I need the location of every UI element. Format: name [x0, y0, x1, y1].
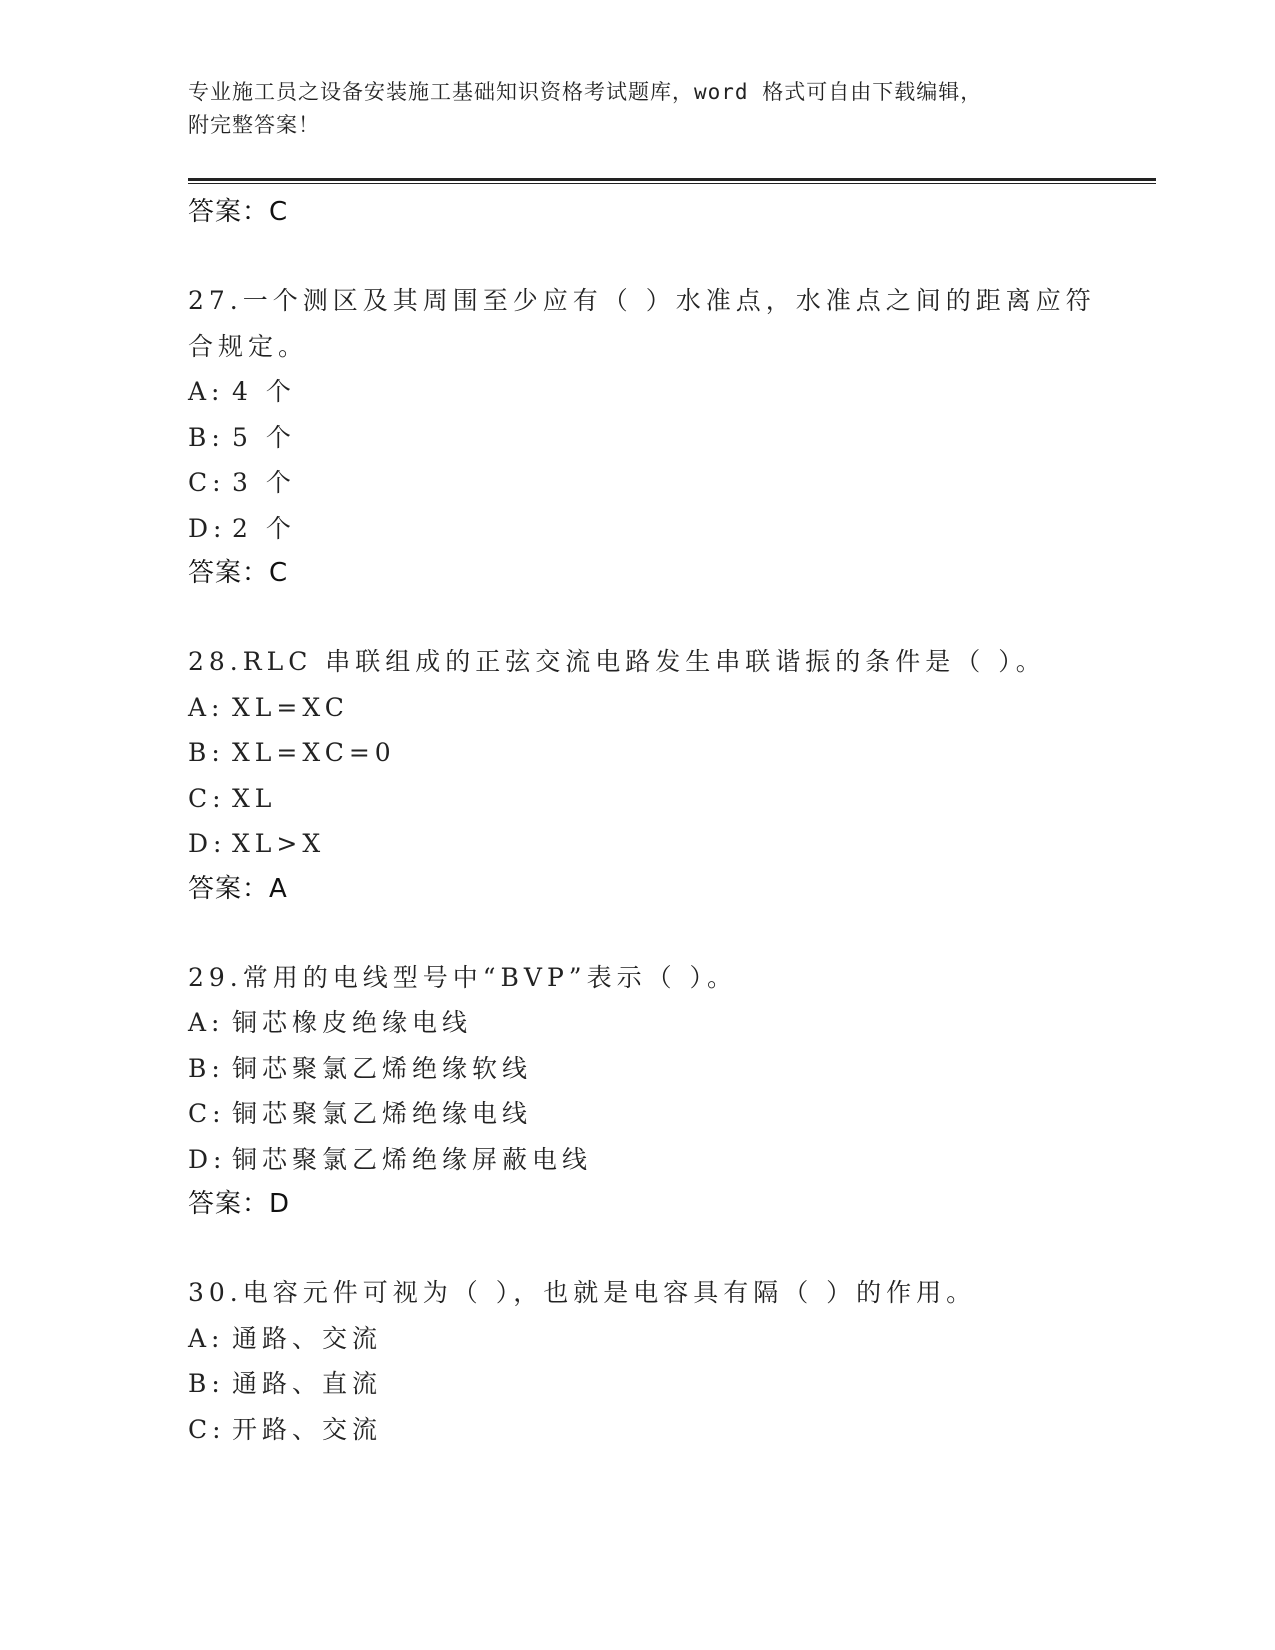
question-stem [188, 278, 1156, 324]
option-text: XL>X [232, 829, 326, 858]
answer-line [188, 1182, 1156, 1226]
option-c [188, 776, 1156, 822]
question-block [188, 639, 1156, 911]
option-letter: A: [188, 692, 225, 722]
option-a [188, 685, 1156, 731]
option-text: XL [232, 783, 277, 813]
option-letter: B: [188, 422, 225, 452]
option-letter: B: [188, 1369, 225, 1398]
option-b [188, 415, 1156, 461]
option-text: XL=XC=0 [232, 738, 396, 767]
question-number: 27. [188, 286, 243, 315]
answer-line [188, 867, 1156, 911]
option-letter: C: [188, 783, 226, 813]
spacer [188, 911, 1156, 955]
header-divider-thick [188, 178, 1156, 181]
option-letter: A: [188, 377, 225, 406]
option-text: 4 个 [232, 377, 296, 406]
answer-label: 答案： [188, 197, 270, 227]
option-letter: C: [188, 1414, 226, 1444]
question-stem [188, 955, 1156, 1001]
option-text: 通路、直流 [232, 1369, 383, 1398]
spacer [188, 234, 1156, 278]
question-text: 电容元件可视为（ ），也就是电容具有隔（ ）的作用。 [242, 1278, 977, 1307]
answer-label: 答案： [188, 558, 270, 588]
option-text: 铜芯橡皮绝缘电线 [232, 1008, 473, 1037]
option-a [188, 1316, 1156, 1362]
document-header [188, 76, 1068, 142]
header-line-1: 专业施工员之设备安装施工基础知识资格考试题库，word 格式可自由下载编辑， [188, 80, 983, 104]
spacer [188, 595, 1156, 639]
question-list [188, 190, 1156, 1452]
option-c [188, 1407, 1156, 1453]
option-text: 5 个 [232, 422, 296, 452]
answer-value: C [269, 197, 289, 227]
question-text: 一个测区及其周围至少应有（ ）水准点，水准点之间的距离应符 [242, 286, 1096, 315]
header-divider-thin [188, 183, 1156, 184]
question-text: 常用的电线型号中“BVP”表示（ ）。 [242, 962, 738, 992]
question-block [188, 278, 1156, 595]
option-letter: D: [188, 1144, 227, 1174]
answer-line [188, 190, 1156, 234]
option-d [188, 821, 1156, 867]
option-letter: B: [188, 1053, 225, 1083]
question-stem [188, 1270, 1156, 1316]
answer-line [188, 551, 1156, 595]
option-text: 铜芯聚氯乙烯绝缘软线 [232, 1053, 533, 1083]
option-text: 开路、交流 [232, 1414, 383, 1444]
header-line-2: 附完整答案！ [188, 113, 320, 137]
question-number: 28. [188, 647, 243, 676]
answer-value: A [269, 873, 288, 904]
option-text: 3 个 [232, 468, 296, 497]
question-number: 29. [188, 962, 243, 992]
question-text: RLC 串联组成的正弦交流电路发生串联谐振的条件是（ ）。 [242, 647, 1046, 676]
answer-label: 答案： [188, 873, 270, 904]
question-block [188, 1270, 1156, 1452]
option-b [188, 1361, 1156, 1407]
option-a [188, 369, 1156, 415]
option-letter: A: [188, 1323, 225, 1353]
option-c [188, 1091, 1156, 1137]
question-number: 30. [188, 1278, 243, 1307]
option-c [188, 460, 1156, 506]
question-block [188, 955, 1156, 1227]
option-text: 通路、交流 [232, 1323, 383, 1353]
option-text: 铜芯聚氯乙烯绝缘电线 [232, 1099, 533, 1128]
option-d [188, 1137, 1156, 1183]
option-d [188, 506, 1156, 552]
question-stem [188, 639, 1156, 685]
answer-label: 答案： [188, 1189, 270, 1219]
option-letter: D: [188, 829, 227, 858]
answer-value: C [269, 558, 289, 588]
option-b [188, 1046, 1156, 1092]
option-text: 铜芯聚氯乙烯绝缘屏蔽电线 [232, 1144, 593, 1174]
question-stem-continued: 合规定。 [188, 331, 309, 361]
option-text: 2 个 [232, 513, 296, 543]
option-a [188, 1000, 1156, 1046]
option-text: XL=XC [232, 692, 349, 722]
option-b [188, 730, 1156, 776]
option-letter: D: [188, 513, 227, 543]
option-letter: A: [188, 1008, 225, 1037]
answer-value: D [269, 1189, 291, 1219]
spacer [188, 1226, 1156, 1270]
option-letter: C: [188, 1099, 226, 1128]
option-letter: B: [188, 738, 225, 767]
option-letter: C: [188, 468, 226, 497]
